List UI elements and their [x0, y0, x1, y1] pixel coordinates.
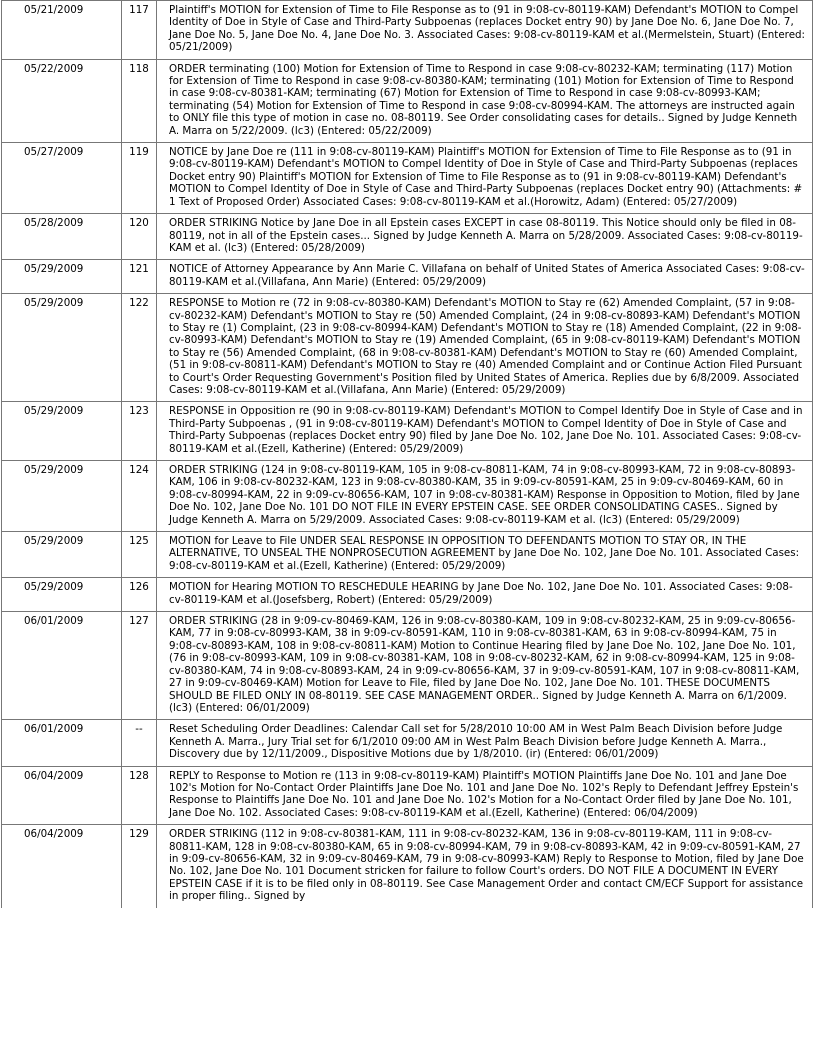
entry-date: 05/27/2009: [2, 143, 122, 214]
docket-entry-row: [2, 294, 813, 402]
entry-number: 124: [122, 461, 157, 532]
entry-date: 06/04/2009: [2, 766, 122, 825]
entry-text: ORDER terminating (100) Motion for Extension of Time to Respond in case 9:08-cv-80232-KAM; terminating (117) Motion for Extension of Time to Respond in case 9:08-cv-80380-KAM; terminating (101) Motion for Extension of Time to Respond in case 9:08-cv-80381-KAM; terminating (67) Motion for Extension of Time to Respond in case 9:08-cv-80993-KAM; terminating (54) Motion for Extension of Time to Respond in case 9:08-cv-80994-KAM. The attorneys are instructed again to ONLY file this type of motion in case no. 08-80119. See Order consolidating cases for details.. Signed by Judge Kenneth A. Marra on 5/22/2009. (lc3) (Entered: 05/22/2009): [157, 59, 813, 142]
entry-text: NOTICE of Attorney Appearance by Ann Marie C. Villafana on behalf of United States of America Associated Cases: 9:08-cv-80119-KAM et al.(Villafana, Ann Marie) (Entered: 05/29/2009): [157, 260, 813, 294]
entry-number: 121: [122, 260, 157, 294]
entry-text: NOTICE by Jane Doe re (111 in 9:08-cv-80119-KAM) Plaintiff's MOTION for Extension of Time to File Response as to (91 in 9:08-cv-80119-KAM) Defendant's MOTION to Compel Identity of Doe in Style of Case and Third-Party Subpoenas (replaces Docket entry 90) Plaintiff's MOTION for Extension of Time to File Response as to (91 in 9:08-cv-80119-KAM) Defendant's MOTION to Compel Identity of Doe in Style of Case and Third-Party Subpoenas (replaces Docket entry 90) (Attachments: # 1 Text of Proposed Order) Associated Cases: 9:08-cv-80119-KAM et al.(Horowitz, Adam) (Entered: 05/27/2009): [157, 143, 813, 214]
docket-entry-row: [2, 766, 813, 825]
docket-entry-row: [2, 532, 813, 578]
entry-text: ORDER STRIKING Notice by Jane Doe in all Epstein cases EXCEPT in case 08-80119. This Notice should only be filed in 08-80119, not in all of the Epstein cases... Signed by Judge Kenneth A. Marra on 5/28/2009. Associated Cases: 9:08-cv-80119-KAM et al. (lc3) (Entered: 05/28/2009): [157, 214, 813, 260]
docket-entry-row: [2, 461, 813, 532]
entry-date: 05/29/2009: [2, 402, 122, 461]
entry-text: ORDER STRIKING (124 in 9:08-cv-80119-KAM, 105 in 9:08-cv-80811-KAM, 74 in 9:08-cv-80993-KAM, 72 in 9:08-cv-80893-KAM, 106 in 9:08-cv-80232-KAM, 123 in 9:08-cv-80380-KAM, 35 in 9:09-cv-80591-KAM, 25 in 9:09-cv-80469-KAM, 60 in 9:08-cv-80994-KAM, 22 in 9:09-cv-80656-KAM, 107 in 9:08-cv-80381-KAM) Response in Opposition to Motion, filed by Jane Doe No. 102, Jane Doe No. 101 DO NOT FILE IN EVERY EPSTEIN CASE. SEE ORDER CONSOLIDATING CASES.. Signed by Judge Kenneth A. Marra on 5/29/2009. Associated Cases: 9:08-cv-80119-KAM et al. (lc3) (Entered: 05/29/2009): [157, 461, 813, 532]
docket-entry-row: [2, 612, 813, 720]
entry-text: ORDER STRIKING (28 in 9:09-cv-80469-KAM, 126 in 9:08-cv-80380-KAM, 109 in 9:08-cv-80232-KAM, 25 in 9:09-cv-80656-KAM, 77 in 9:08-cv-80993-KAM, 38 in 9:09-cv-80591-KAM, 110 in 9:08-cv-80381-KAM, 63 in 9:08-cv-80994-KAM, 75 in 9:08-cv-80893-KAM, 108 in 9:08-cv-80811-KAM) Motion to Continue Hearing filed by Jane Doe No. 102, Jane Doe No. 101, (76 in 9:08-cv-80993-KAM, 109 in 9:08-cv-80381-KAM, 108 in 9:08-cv-80232-KAM, 62 in 9:08-cv-80994-KAM, 125 in 9:08-cv-80380-KAM, 74 in 9:08-cv-80893-KAM, 24 in 9:09-cv-80656-KAM, 37 in 9:09-cv-80591-KAM, 107 in 9:08-cv-80811-KAM, 27 in 9:09-cv-80469-KAM) Motion for Leave to File, filed by Jane Doe No. 102, Jane Doe No. 101. THESE DOCUMENTS SHOULD BE FILED ONLY IN 08-80119. SEE CASE MANAGEMENT ORDER.. Signed by Judge Kenneth A. Marra on 6/1/2009. (lc3) (Entered: 06/01/2009): [157, 612, 813, 720]
entry-date: 05/29/2009: [2, 532, 122, 578]
entry-number: --: [122, 720, 157, 766]
entry-date: 05/29/2009: [2, 461, 122, 532]
entry-date: 06/01/2009: [2, 720, 122, 766]
docket-entry-row: [2, 578, 813, 612]
entry-date: 05/29/2009: [2, 578, 122, 612]
entry-date: 05/29/2009: [2, 260, 122, 294]
entry-date: 05/29/2009: [2, 294, 122, 402]
entry-number: 117: [122, 1, 157, 60]
docket-entry-row: [2, 260, 813, 294]
entry-text: ORDER STRIKING (112 in 9:08-cv-80381-KAM, 111 in 9:08-cv-80232-KAM, 136 in 9:08-cv-80119-KAM, 111 in 9:08-cv-80811-KAM, 128 in 9:08-cv-80380-KAM, 65 in 9:08-cv-80994-KAM, 79 in 9:08-cv-80893-KAM, 42 in 9:09-cv-80591-KAM, 27 in 9:09-cv-80656-KAM, 32 in 9:09-cv-80469-KAM, 79 in 9:08-cv-80993-KAM) Reply to Response to Motion, filed by Jane Doe No. 102, Jane Doe No. 101 Document stricken for failure to follow Court's orders. DO NOT FILE A DOCUMENT IN EVERY EPSTEIN CASE if it is to be filed only in 08-80119. See Case Management Order and contact CM/ECF Support for assistance in proper filing.. Signed by: [157, 825, 813, 908]
docket-entry-row: [2, 720, 813, 766]
docket-entry-row: [2, 59, 813, 142]
docket-body: [2, 1, 813, 908]
entry-number: 120: [122, 214, 157, 260]
entry-number: 129: [122, 825, 157, 908]
entry-date: 05/22/2009: [2, 59, 122, 142]
entry-number: 127: [122, 612, 157, 720]
entry-text: REPLY to Response to Motion re (113 in 9:08-cv-80119-KAM) Plaintiff's MOTION Plaintiffs Jane Doe No. 101 and Jane Doe 102's Motion for No-Contact Order Plaintiffs Jane Doe No. 101 and Jane Doe No. 102's Reply to Defendant Jeffrey Epstein's Response to Plaintiffs Jane Doe No. 101 and Jane Doe No. 102's Motion for a No-Contact Order filed by Jane Doe No. 101, Jane Doe No. 102. Associated Cases: 9:08-cv-80119-KAM et al.(Ezell, Katherine) (Entered: 06/04/2009): [157, 766, 813, 825]
docket-entry-row: [2, 825, 813, 908]
docket-entry-row: [2, 1, 813, 60]
docket-entry-row: [2, 402, 813, 461]
docket-entry-row: [2, 214, 813, 260]
entry-number: 118: [122, 59, 157, 142]
entry-number: 126: [122, 578, 157, 612]
entry-text: Plaintiff's MOTION for Extension of Time to File Response as to (91 in 9:08-cv-80119-KAM) Defendant's MOTION to Compel Identity of Doe in Style of Case and Third-Party Subpoenas (replaces Docket entry 90) by Jane Doe No. 6, Jane Doe No. 7, Jane Doe No. 5, Jane Doe No. 4, Jane Doe No. 3. Associated Cases: 9:08-cv-80119-KAM et al.(Mermelstein, Stuart) (Entered: 05/21/2009): [157, 1, 813, 60]
entry-date: 05/28/2009: [2, 214, 122, 260]
entry-text: Reset Scheduling Order Deadlines: Calendar Call set for 5/28/2010 10:00 AM in West Palm Beach Division before Judge Kenneth A. Marra., Jury Trial set for 6/1/2010 09:00 AM in West Palm Beach Division before Judge Kenneth A. Marra., Discovery due by 12/11/2009., Dispositive Motions due by 1/8/2010. (ir) (Entered: 06/01/2009): [157, 720, 813, 766]
docket-table: [1, 0, 813, 908]
entry-number: 119: [122, 143, 157, 214]
entry-text: MOTION for Hearing MOTION TO RESCHEDULE HEARING by Jane Doe No. 102, Jane Doe No. 101. Associated Cases: 9:08-cv-80119-KAM et al.(Josefsberg, Robert) (Entered: 05/29/2009): [157, 578, 813, 612]
entry-text: MOTION for Leave to File UNDER SEAL RESPONSE IN OPPOSITION TO DEFENDANTS MOTION TO STAY OR, IN THE ALTERNATIVE, TO UNSEAL THE NONPROSECUTION AGREEMENT by Jane Doe No. 102, Jane Doe No. 101. Associated Cases: 9:08-cv-80119-KAM et al.(Ezell, Katherine) (Entered: 05/29/2009): [157, 532, 813, 578]
entry-date: 05/21/2009: [2, 1, 122, 60]
entry-number: 125: [122, 532, 157, 578]
docket-entry-row: [2, 143, 813, 214]
entry-text: RESPONSE to Motion re (72 in 9:08-cv-80380-KAM) Defendant's MOTION to Stay re (62) Amended Complaint, (57 in 9:08-cv-80232-KAM) Defendant's MOTION to Stay re (50) Amended Complaint, (24 in 9:08-cv-80893-KAM) Defendant's MOTION to Stay re (1) Complaint, (23 in 9:08-cv-80994-KAM) Defendant's MOTION to Stay re (18) Amended Complaint, (22 in 9:08-cv-80993-KAM) Defendant's MOTION to Stay re (19) Amended Complaint, (65 in 9:08-cv-80119-KAM) Defendant's MOTION to Stay re (56) Amended Complaint, (68 in 9:08-cv-80381-KAM) Defendant's MOTION to Stay re (60) Amended Complaint, (51 in 9:08-cv-80811-KAM) Defendant's MOTION to Stay re (40) Amended Complaint and or Continue Action Filed Pursuant to Court's Order Requesting Government's Position filed by United States of America. Replies due by 6/8/2009. Associated Cases: 9:08-cv-80119-KAM et al.(Villafana, Ann Marie) (Entered: 05/29/2009): [157, 294, 813, 402]
entry-date: 06/01/2009: [2, 612, 122, 720]
entry-number: 128: [122, 766, 157, 825]
entry-date: 06/04/2009: [2, 825, 122, 908]
entry-text: RESPONSE in Opposition re (90 in 9:08-cv-80119-KAM) Defendant's MOTION to Compel Identify Doe in Style of Case and in Third-Party Subpoenas , (91 in 9:08-cv-80119-KAM) Defendant's MOTION to Compel Identity of Doe in Style of Case and Third-Party Subpoenas (replaces Docket entry 90) filed by Jane Doe No. 102, Jane Doe No. 101. Associated Cases: 9:08-cv-80119-KAM et al.(Ezell, Katherine) (Entered: 05/29/2009): [157, 402, 813, 461]
entry-number: 122: [122, 294, 157, 402]
entry-number: 123: [122, 402, 157, 461]
